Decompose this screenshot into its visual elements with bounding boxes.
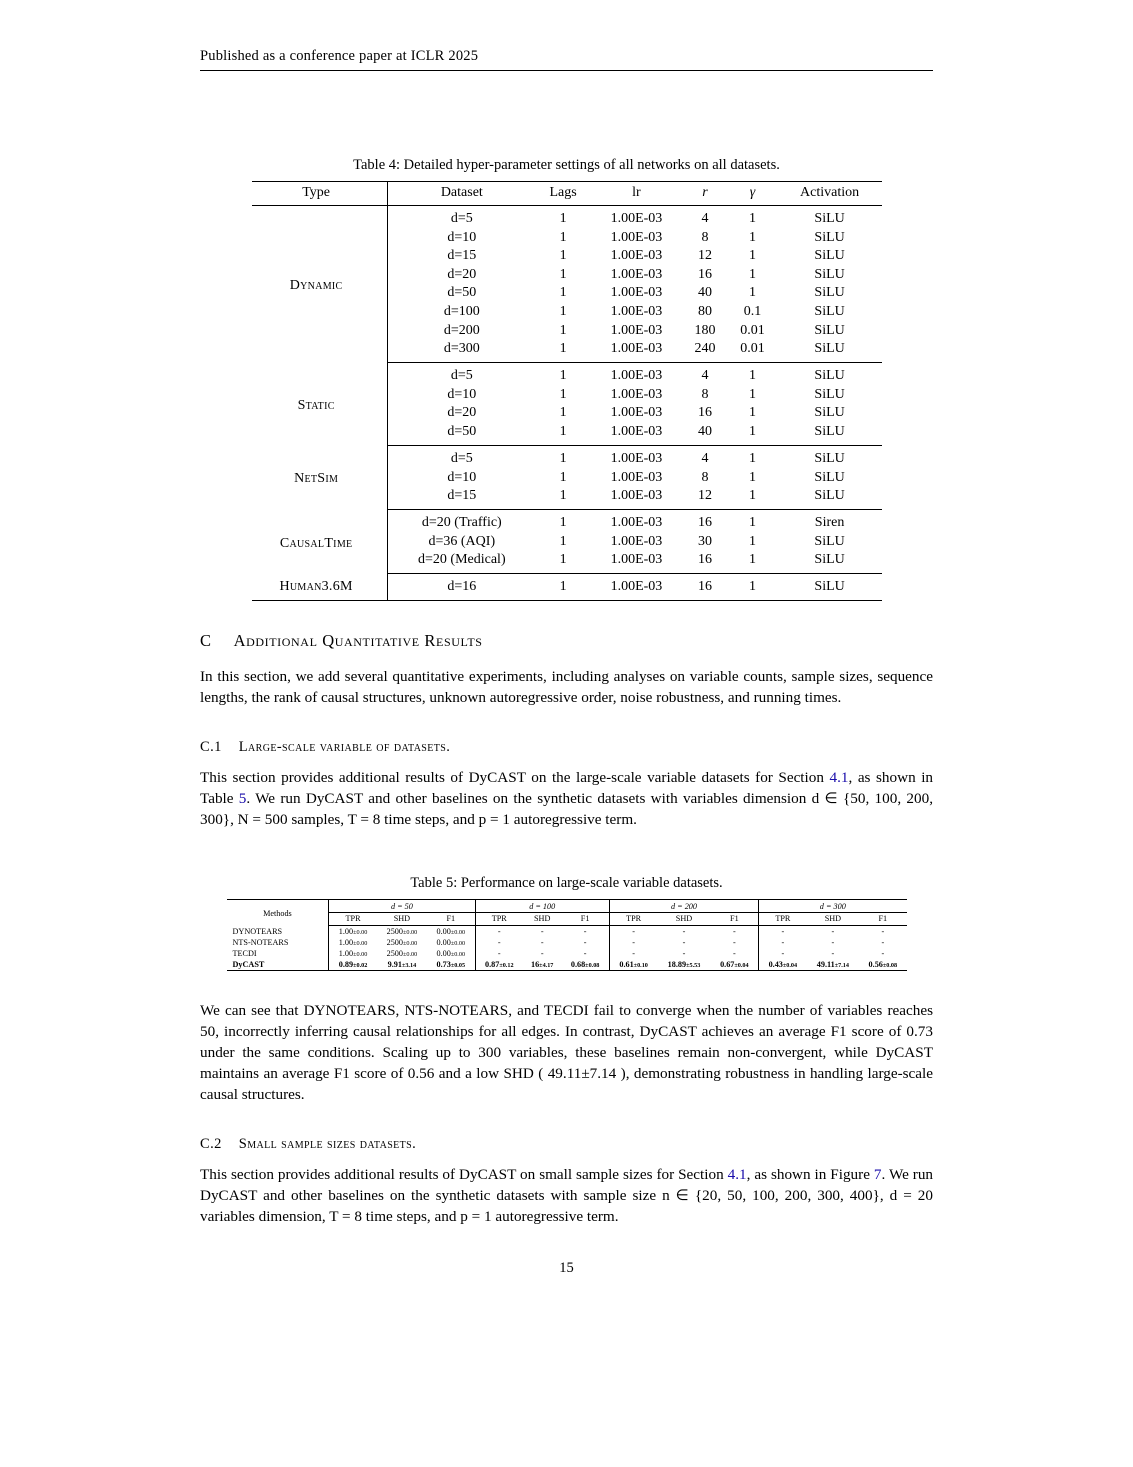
page-number: 15 (559, 1259, 574, 1276)
table-5-cell: 18.89±5.53 (657, 959, 710, 971)
table-5-cell: - (497, 938, 501, 948)
c1-text-c: . We run DyCAST and other baselines on the synthetic datasets with variables dimension d ∈ {50, 100, 200, 300}, N = 500 samples, T = 8 time steps, and p = 1 autoregressive term. (200, 790, 933, 829)
table-4-cell: d=20 (447, 266, 477, 282)
table-4-cell: 0.01 (727, 340, 777, 363)
table-5-cell: 1.00±0.00 (338, 938, 368, 948)
table-5-col-header: SHD (377, 913, 427, 926)
section-c-label: C (200, 631, 212, 651)
table-4-cell: d=15 (447, 248, 477, 264)
table-4-cell: SiLU (814, 533, 845, 549)
table-4-cell: SiLU (814, 229, 845, 245)
table-5-cell: 16±4.17 (523, 959, 561, 971)
table-4-cell: 1.00E-03 (610, 533, 663, 549)
table-5-cell: - (881, 927, 885, 937)
table-4-type-cell: Static (252, 363, 388, 446)
table-4-cell: SiLU (814, 303, 845, 319)
table-4-cell: 1 (559, 229, 567, 245)
section-c-heading (200, 631, 933, 651)
running-head: Published as a conference paper at ICLR 2025 (200, 48, 933, 71)
table-row (252, 206, 882, 229)
table-5-col-header: F1 (859, 913, 906, 926)
table-5-cell: 0.61±0.10 (609, 959, 657, 971)
table-4-caption: Table 4: Detailed hyper-parameter settings of all networks on all datasets. (353, 157, 780, 173)
table-4-cell: 1 (749, 266, 757, 282)
discussion-paragraph: We can see that DYNOTEARS, NTS-NOTEARS, and TECDI fail to converge when the number of variables reaches 50, incorrectly inferring causal relationships for all edges. In contrast, DyCAST achieves an average F1 score of 0.73 under the same conditions. Scaling up to 300 variables, these baselines remain non-convergent, while DyCAST maintains an average F1 score of 0.56 and a low SHD ( 49.11±7.14 ), demonstrating robustness in handling large-scale causal structures. (200, 1002, 933, 1104)
table-5-cell: - (711, 937, 759, 948)
table-5-cell: 9.91±3.14 (377, 959, 427, 971)
table-4-cell: d=20 (447, 405, 477, 421)
table-5-col-header: TPR (329, 913, 377, 926)
table-5-method-cell: NTS-NOTEARS (227, 937, 329, 948)
table-4-block (200, 157, 933, 601)
table-4-cell: 1 (749, 386, 757, 402)
table-4-cell: 1 (727, 574, 777, 601)
table-4-cell: 1 (749, 285, 757, 301)
table-5-cell: 2500±0.00 (386, 949, 418, 959)
table-5-cell: - (682, 927, 686, 937)
table-5-cell: - (632, 927, 635, 937)
table-4-cell: 1.00E-03 (610, 322, 663, 338)
table-4-cell: 1 (559, 405, 567, 421)
section-c2-heading (200, 1136, 933, 1153)
table-5-cell: - (632, 949, 635, 959)
table-5-caption: Table 5: Performance on large-scale variable datasets. (410, 875, 723, 892)
table-4-col-header: r (683, 182, 728, 206)
table-5-cell: 0.00±0.00 (427, 937, 475, 948)
table-5-cell: 0.67±0.04 (711, 959, 759, 971)
table-4-col-header: Lags (536, 182, 590, 206)
table-5-cell: 1.00±0.00 (338, 949, 368, 959)
table-4-type-cell: Human3.6M (252, 574, 388, 601)
table-4-cell: 1 (727, 551, 777, 574)
table-4-cell: 16 (683, 574, 728, 601)
table-4-cell: 1 (559, 469, 567, 485)
table-5-cell: 0.73±0.05 (427, 959, 475, 971)
table-4-cell: 1.00E-03 (590, 551, 682, 574)
table-row (252, 574, 882, 601)
section-c-intro: In this section, we add several quantitative experiments, including analyses on variable counts, sample sizes, sequence lengths, the rank of causal structures, unknown autoregressive order, noise robustness, and running times. (200, 668, 933, 707)
table-4-cell: 1 (749, 533, 757, 549)
table-4-cell: 16 (698, 515, 713, 531)
table-5-cell: - (540, 938, 544, 948)
table-4-cell: 40 (698, 285, 713, 301)
table-row (227, 926, 907, 938)
table-5-cell: - (682, 938, 686, 948)
table-4-cell: 40 (683, 423, 728, 446)
table-4-col-header: Activation (778, 182, 882, 206)
table-row (227, 959, 907, 971)
table-5-cell: - (497, 949, 501, 959)
table-5-cell: 0.87±0.12 (475, 959, 523, 971)
table-4-cell: 1.00E-03 (590, 487, 682, 510)
table-4-cell: 4 (701, 368, 709, 384)
table-5-cell: 0.89±0.02 (329, 959, 377, 971)
table-5-cell: - (831, 927, 835, 937)
table-4-cell: SiLU (778, 340, 882, 363)
table-5-method-cell: DyCAST (227, 959, 329, 971)
table-5-cell: - (561, 937, 609, 948)
table-5-cell: - (831, 949, 835, 959)
table-4-cell: d=5 (450, 368, 473, 384)
table-5-col-header: SHD (523, 913, 561, 926)
section-c-title: Additional Quantitative Results (233, 631, 483, 651)
table-5 (227, 899, 907, 971)
table-4-cell: d=15 (387, 487, 536, 510)
table-4-cell: 1.00E-03 (610, 405, 663, 421)
table-4-cell: 1.00E-03 (610, 285, 663, 301)
ref-4-1-link-2[interactable]: 4.1 (727, 1166, 747, 1183)
table-row (252, 363, 882, 386)
table-5-group-header: d = 100 (475, 900, 609, 913)
table-4-cell: 1.00E-03 (610, 303, 663, 319)
table-4-cell: 1.00E-03 (610, 368, 663, 384)
table-4-cell: SiLU (814, 266, 845, 282)
table-4-cell: 8 (701, 469, 709, 485)
table-4-cell: 16 (683, 551, 728, 574)
table-5-cell: 0.00±0.00 (427, 948, 475, 959)
table-4-cell: 80 (698, 303, 713, 319)
table-4-type-cell: Dynamic (252, 206, 388, 363)
table-4-cell: SiLU (814, 322, 845, 338)
table-4-cell: 1.00E-03 (610, 469, 663, 485)
table-4-cell: 1 (559, 211, 567, 226)
c2-text-b: , as shown in Figure (746, 1166, 870, 1183)
table-4-type-cell: CausalTime (252, 510, 388, 574)
table-5-cell: 0.43±0.04 (759, 959, 807, 971)
table-4-cell: 1 (749, 450, 757, 466)
table-5-cell: 49.11±7.14 (807, 959, 860, 971)
table-4-cell: d=10 (447, 386, 477, 402)
table-5-col-header: TPR (475, 913, 523, 926)
table-4-cell: 30 (698, 533, 713, 549)
table-4-cell: SiLU (814, 248, 845, 264)
c1-text-b: , as shown in Table (200, 769, 934, 808)
table-5-cell: - (540, 949, 544, 959)
table-4 (252, 181, 882, 601)
table-4-cell: SiLU (814, 405, 845, 421)
section-c1-label: C.1 (200, 739, 222, 756)
table-4-cell: 1 (536, 340, 590, 363)
table-4-cell: 8 (701, 386, 709, 402)
table-4-cell: 1 (749, 515, 757, 531)
table-5-method-cell: TECDI (227, 948, 329, 959)
table-4-cell: 1 (727, 487, 777, 510)
table-5-cell: - (561, 926, 609, 938)
table-4-cell: SiLU (778, 551, 882, 574)
table-4-cell: 12 (698, 248, 713, 264)
table-4-cell: 1 (749, 469, 757, 485)
table-5-col-header: SHD (807, 913, 860, 926)
table-4-cell: 1 (749, 405, 757, 421)
table-4-cell: d=16 (387, 574, 536, 601)
table-4-cell: d=50 (387, 423, 536, 446)
section-c1-title: Large-scale variable of datasets. (238, 739, 451, 756)
table-4-cell: d=20 (Medical) (387, 551, 536, 574)
table-4-cell: 16 (698, 405, 713, 421)
table-4-cell: 1 (559, 322, 567, 338)
table-4-cell: 1.00E-03 (610, 229, 663, 245)
table-4-cell: 1.00E-03 (590, 423, 682, 446)
table-4-cell: SiLU (814, 469, 845, 485)
table-5-cell: 2500±0.00 (386, 927, 418, 937)
table-5-col-header: TPR (609, 913, 657, 926)
table-4-cell: 1 (536, 551, 590, 574)
table-5-group-header-row (227, 900, 907, 913)
table-5-methods-header: Methods (227, 900, 329, 926)
table-5-cell: 2500±0.00 (386, 938, 418, 948)
table-4-cell: 1 (749, 211, 757, 226)
table-4-cell: SiLU (814, 211, 845, 226)
ref-4-1-link[interactable]: 4.1 (829, 769, 849, 787)
section-c2-paragraph (200, 1165, 933, 1228)
table-row (252, 510, 882, 533)
table-5-method-cell: DYNOTEARS (227, 926, 329, 938)
table-4-col-header: Dataset (387, 182, 536, 206)
table-4-cell: 1 (559, 266, 567, 282)
section-c2-label: C.2 (200, 1136, 222, 1152)
table-4-cell: 1 (727, 423, 777, 446)
table-4-cell: 1 (559, 450, 567, 466)
table-4-cell: 4 (701, 211, 709, 226)
table-4-header-row (252, 182, 882, 206)
table-4-cell: 1 (749, 368, 757, 384)
table-5-cell: - (781, 938, 785, 948)
table-5-cell: - (711, 926, 759, 938)
table-4-cell: d=300 (387, 340, 536, 363)
table-4-cell: d=20 (Traffic) (421, 515, 502, 531)
table-5-cell: - (561, 948, 609, 959)
table-4-cell: 1 (749, 229, 757, 245)
section-c1-heading (200, 739, 933, 756)
table-4-cell: 1.00E-03 (610, 515, 663, 531)
table-row (227, 948, 907, 959)
table-4-cell: 180 (694, 322, 716, 338)
table-4-col-header: γ (727, 182, 777, 206)
table-4-cell: 1 (536, 574, 590, 601)
table-5-group-header: d = 300 (759, 900, 907, 913)
table-4-cell: d=5 (450, 450, 473, 466)
table-4-cell: SiLU (814, 450, 845, 466)
table-4-cell: 1 (749, 248, 757, 264)
table-4-cell: 1 (559, 515, 567, 531)
table-5-group-header: d = 50 (329, 900, 475, 913)
table-5-block (200, 875, 933, 971)
table-5-cell: 0.00±0.00 (427, 926, 475, 938)
table-5-cell: - (682, 949, 686, 959)
table-5-cell: - (881, 949, 885, 959)
table-4-cell: 1.00E-03 (590, 340, 682, 363)
table-4-col-header: lr (590, 182, 682, 206)
table-4-cell: 1.00E-03 (610, 450, 663, 466)
table-row (252, 445, 882, 468)
table-5-cell: - (632, 938, 635, 948)
table-5-cell: - (881, 938, 885, 948)
table-4-cell: 1.00E-03 (610, 211, 663, 226)
table-4-cell: 4 (701, 450, 709, 466)
table-4-cell: 16 (698, 266, 713, 282)
table-4-cell: 1 (559, 368, 567, 384)
table-4-cell: 1 (559, 533, 567, 549)
table-5-cell: - (711, 948, 759, 959)
table-5-col-header: F1 (561, 913, 609, 926)
table-4-cell: 1.00E-03 (590, 574, 682, 601)
table-5-cell: - (540, 927, 544, 937)
table-4-cell: 240 (683, 340, 728, 363)
table-4-cell: d=200 (443, 322, 480, 338)
table-4-cell: 1 (536, 487, 590, 510)
ref-figure-7-link[interactable]: 7 (873, 1166, 882, 1183)
table-4-cell: d=36 (AQI) (428, 533, 496, 549)
table-4-cell: d=5 (450, 211, 473, 226)
table-4-cell: 8 (701, 229, 709, 245)
table-4-cell: 1 (559, 303, 567, 319)
table-4-cell: d=10 (447, 229, 477, 245)
table-4-cell: SiLU (778, 487, 882, 510)
table-4-cell: 0.1 (743, 303, 762, 319)
table-5-cell: 1.00±0.00 (338, 927, 368, 937)
table-4-cell: 12 (683, 487, 728, 510)
section-c2-title: Small sample sizes datasets. (238, 1136, 417, 1152)
ref-table-5-link[interactable]: 5 (238, 790, 247, 808)
table-5-col-header: TPR (759, 913, 807, 926)
table-4-cell: 1 (559, 386, 567, 402)
table-5-col-header: SHD (657, 913, 710, 926)
table-5-cell: - (781, 927, 785, 937)
table-4-cell: SiLU (814, 368, 845, 384)
table-4-cell: SiLU (778, 423, 882, 446)
table-5-group-header: d = 200 (609, 900, 758, 913)
table-5-subheader-row (227, 913, 907, 926)
table-5-cell: - (497, 927, 501, 937)
section-c1-paragraph (200, 768, 933, 831)
table-4-cell: Siren (814, 515, 845, 531)
table-4-cell: 0.01 (740, 322, 765, 338)
c2-text-c: . We run DyCAST and other baselines on the synthetic datasets with sample size n ∈ {20, 50, 100, 200, 300, 400}, d = 20 variables dimension, T = 8 time steps, and p = 1 autoregressive term. (200, 1166, 934, 1225)
table-row (227, 937, 907, 948)
table-4-type-cell: NetSim (252, 445, 388, 509)
table-4-cell: 1.00E-03 (610, 266, 663, 282)
table-5-col-header: F1 (711, 913, 759, 926)
table-4-cell: 1.00E-03 (610, 248, 663, 264)
table-4-cell: d=100 (443, 303, 480, 319)
c1-text-a: This section provides additional results of DyCAST on the large-scale variable datasets for Section (200, 769, 824, 787)
table-4-cell: 1 (559, 285, 567, 301)
table-5-cell: - (781, 949, 785, 959)
table-5-cell: 0.68±0.08 (561, 959, 609, 971)
table-5-cell: 0.56±0.08 (859, 959, 906, 971)
table-4-cell: d=10 (447, 469, 477, 485)
c2-text-a: This section provides additional results of DyCAST on small sample sizes for Section (200, 1166, 724, 1183)
table-4-cell: 1 (536, 423, 590, 446)
table-5-cell: - (831, 938, 835, 948)
table-4-cell: SiLU (814, 285, 845, 301)
table-4-cell: SiLU (778, 574, 882, 601)
table-5-col-header: F1 (427, 913, 475, 926)
table-4-col-header: Type (252, 182, 388, 206)
table-4-cell: SiLU (814, 386, 845, 402)
table-4-cell: d=50 (447, 285, 477, 301)
table-4-cell: 1.00E-03 (610, 386, 663, 402)
table-4-cell: 1 (559, 248, 567, 264)
